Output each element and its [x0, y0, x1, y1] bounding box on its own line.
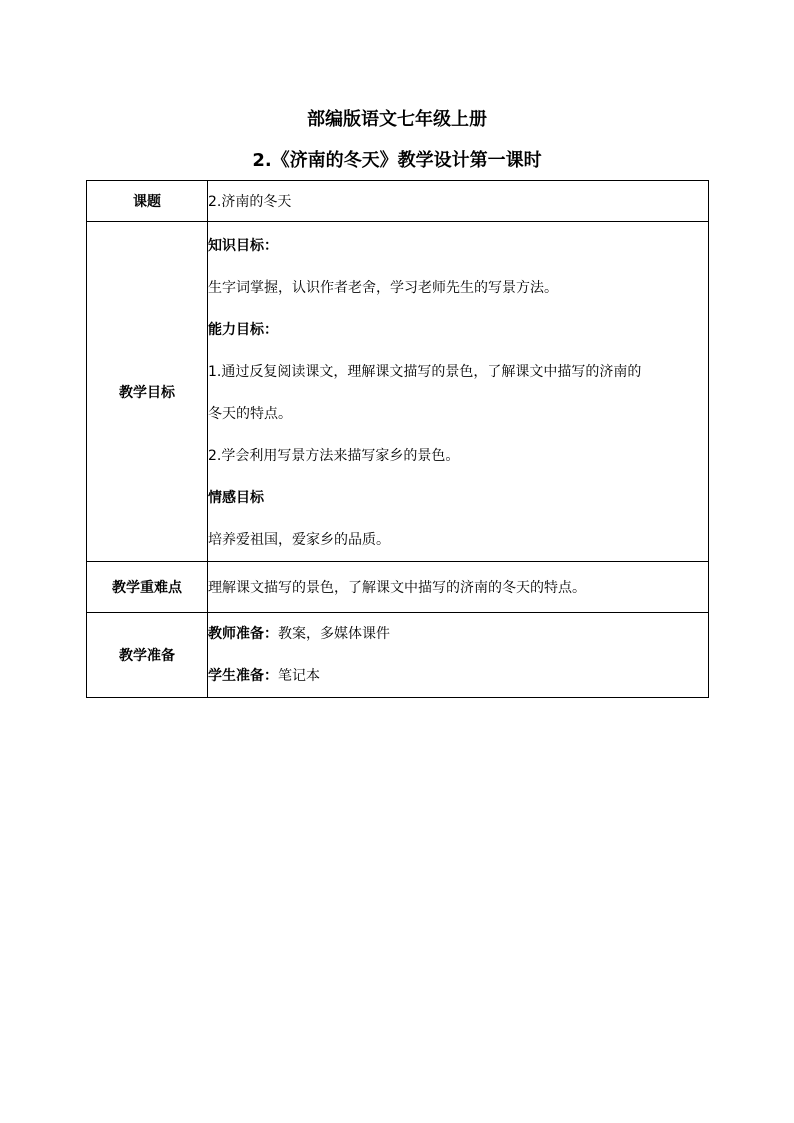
lesson-plan-table: [86, 180, 709, 698]
goals-label: 教学目标: [87, 222, 208, 562]
student-preparation-label: 学生准备：: [208, 668, 278, 684]
goals-content: [208, 222, 709, 562]
preparation-content: [208, 613, 709, 698]
key-points-label: 教学重难点: [87, 562, 208, 613]
ability-item1-line2: 冬天的特点。: [208, 406, 292, 422]
topic-label: 课题: [87, 181, 208, 222]
table-row-topic: [87, 181, 709, 222]
table-row-key-points: [87, 562, 709, 613]
knowledge-text: 生字词掌握，认识作者老舍，学习老师先生的写景方法。: [208, 280, 558, 296]
table-row-preparation: [87, 613, 709, 698]
teacher-preparation: [208, 613, 708, 655]
teacher-preparation-value: 教案，多媒体课件: [278, 626, 390, 642]
ability-item1-line1: 1.通过反复阅读课文，理解课文描写的景色，了解课文中描写的济南的: [208, 364, 642, 380]
student-preparation: [208, 655, 708, 697]
preparation-label: 教学准备: [87, 613, 208, 698]
teacher-preparation-label: 教师准备：: [208, 626, 278, 642]
document-title: 部编版语文七年级上册: [307, 109, 487, 130]
emotion-heading: 情感目标: [208, 490, 264, 506]
ability-heading: 能力目标：: [208, 322, 278, 338]
emotion-text: 培养爱祖国，爱家乡的品质。: [208, 532, 390, 548]
topic-value: 2.济南的冬天: [208, 181, 709, 222]
knowledge-heading: 知识目标：: [208, 238, 278, 254]
student-preparation-value: 笔记本: [278, 668, 320, 684]
key-points-value: 理解课文描写的景色，了解课文中描写的济南的冬天的特点。: [208, 562, 709, 613]
document-subtitle: 2.《济南的冬天》教学设计第一课时: [252, 150, 542, 171]
ability-item2: 2.学会利用写景方法来描写家乡的景色。: [208, 448, 460, 464]
table-row-goals: [87, 222, 709, 562]
